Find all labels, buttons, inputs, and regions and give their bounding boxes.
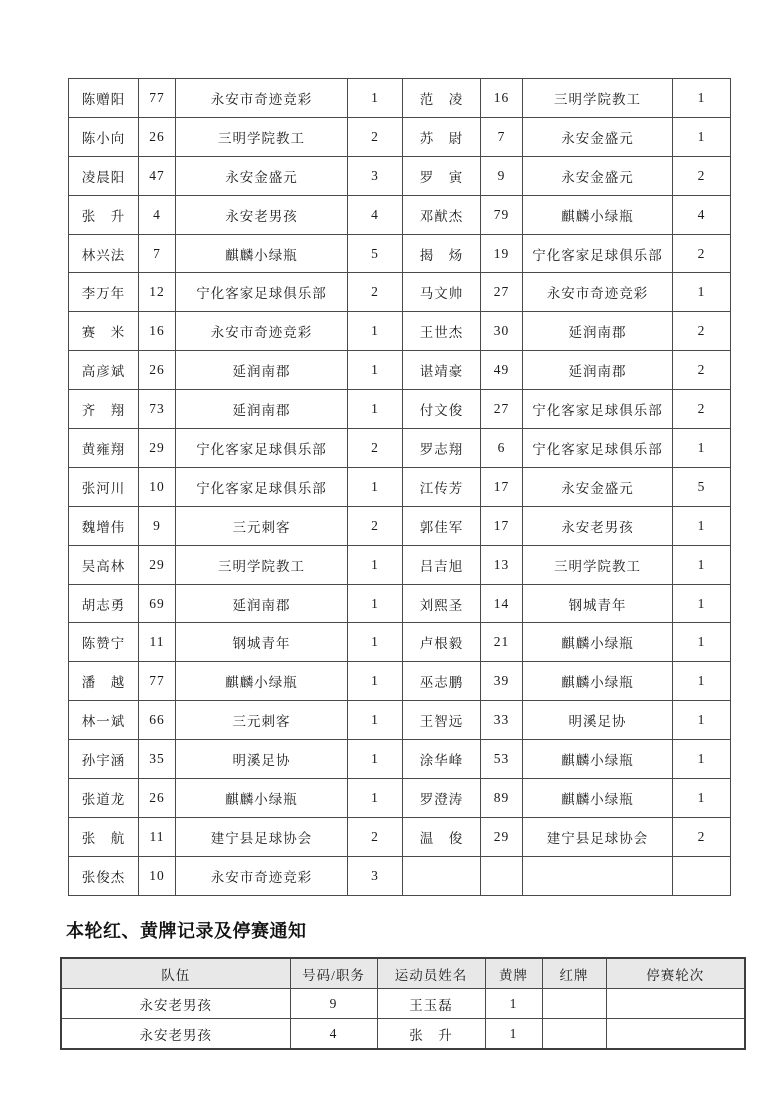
card-record-row [69,156,731,195]
column-header: 黄牌 [485,958,542,989]
player-number-cell: 13 [481,545,523,584]
card-record-row [69,584,731,623]
player-name-cell: 张 航 [69,817,139,856]
card-count-cell: 1 [673,779,731,818]
suspension-rounds-cell [606,989,745,1019]
card-record-row [69,117,731,156]
card-count-cell: 2 [673,234,731,273]
yellow-card-cell: 1 [485,1019,542,1050]
card-count-cell: 2 [348,117,403,156]
player-number-cell: 16 [139,312,176,351]
card-record-row [69,817,731,856]
card-record-row [69,662,731,701]
card-record-row [69,312,731,351]
player-number-cell: 29 [139,545,176,584]
player-name-cell: 李万年 [69,273,139,312]
team-name-cell: 宁化客家足球俱乐部 [523,390,673,429]
card-count-cell: 3 [348,856,403,895]
player-number-cell: 53 [481,740,523,779]
card-record-row [69,740,731,779]
player-number-cell: 9 [290,989,377,1019]
card-count-cell: 1 [348,312,403,351]
card-count-cell: 2 [348,506,403,545]
player-name-cell: 齐 翔 [69,390,139,429]
team-name-cell: 宁化客家足球俱乐部 [176,273,348,312]
team-name-cell: 麒麟小绿瓶 [176,234,348,273]
player-name-cell: 王智远 [403,701,481,740]
player-number-cell: 10 [139,467,176,506]
player-number-cell: 16 [481,79,523,118]
card-count-cell: 4 [348,195,403,234]
player-number-cell: 27 [481,390,523,429]
player-name-cell: 张俊杰 [69,856,139,895]
card-count-cell: 1 [348,662,403,701]
yellow-card-cell: 1 [485,989,542,1019]
card-count-cell: 2 [348,273,403,312]
card-record-row [69,506,731,545]
team-name-cell: 建宁县足球协会 [176,817,348,856]
player-name-cell: 胡志勇 [69,584,139,623]
player-name-cell: 罗 寅 [403,156,481,195]
player-name-cell: 林兴法 [69,234,139,273]
player-name-cell: 林一斌 [69,701,139,740]
card-record-row [69,429,731,468]
card-record-row [69,779,731,818]
player-number-cell: 27 [481,273,523,312]
card-count-cell: 2 [673,817,731,856]
red-card-cell [542,1019,606,1050]
card-count-cell [673,856,731,895]
player-name-cell: 付文俊 [403,390,481,429]
player-name-cell: 江传芳 [403,467,481,506]
card-count-cell: 1 [348,467,403,506]
yellow-card-record-table [68,78,731,896]
player-number-cell: 9 [481,156,523,195]
player-name-cell: 孙宇涵 [69,740,139,779]
team-name-cell: 三元刺客 [176,701,348,740]
card-record-row [69,856,731,895]
player-number-cell: 11 [139,623,176,662]
team-name-cell: 钢城青年 [523,584,673,623]
player-number-cell: 26 [139,351,176,390]
card-count-cell: 1 [348,390,403,429]
team-name-cell: 宁化客家足球俱乐部 [523,429,673,468]
player-number-cell: 79 [481,195,523,234]
column-header: 停赛轮次 [606,958,745,989]
player-number-cell: 4 [139,195,176,234]
player-name-cell: 陈小向 [69,117,139,156]
column-header: 运动员姓名 [377,958,485,989]
card-record-row [69,234,731,273]
team-name-cell: 永安金盛元 [523,467,673,506]
card-count-cell: 2 [673,312,731,351]
player-name-cell: 揭 炀 [403,234,481,273]
team-name-cell: 钢城青年 [176,623,348,662]
card-record-row [69,79,731,118]
player-name-cell: 黄雍翔 [69,429,139,468]
player-number-cell: 33 [481,701,523,740]
team-name-cell: 永安市奇迹竞彩 [176,79,348,118]
player-name-cell: 刘熙圣 [403,584,481,623]
player-number-cell: 7 [139,234,176,273]
team-name-cell: 麒麟小绿瓶 [523,195,673,234]
team-name-cell: 三明学院教工 [176,117,348,156]
column-header: 号码/职务 [290,958,377,989]
card-count-cell: 1 [673,273,731,312]
player-number-cell: 30 [481,312,523,351]
team-name-cell: 永安市奇迹竞彩 [176,312,348,351]
player-number-cell: 69 [139,584,176,623]
card-count-cell: 2 [673,351,731,390]
player-name-cell: 张河川 [69,467,139,506]
player-number-cell: 12 [139,273,176,312]
player-number-cell: 73 [139,390,176,429]
card-count-cell: 2 [348,429,403,468]
card-record-row [69,195,731,234]
player-number-cell: 17 [481,467,523,506]
player-name-cell: 张 升 [69,195,139,234]
team-name-cell: 麒麟小绿瓶 [523,662,673,701]
card-record-row [69,467,731,506]
player-number-cell: 77 [139,662,176,701]
card-count-cell: 4 [673,195,731,234]
player-number-cell: 6 [481,429,523,468]
player-number-cell [481,856,523,895]
player-name-cell: 潘 越 [69,662,139,701]
player-name-cell: 陈赞宁 [69,623,139,662]
player-number-cell: 47 [139,156,176,195]
team-name-cell: 延润南郡 [176,390,348,429]
player-number-cell: 14 [481,584,523,623]
card-count-cell: 1 [348,779,403,818]
card-record-row [69,351,731,390]
team-name-cell: 永安老男孩 [61,989,290,1019]
card-count-cell: 1 [348,79,403,118]
suspension-row [61,1019,745,1050]
card-count-cell: 1 [673,701,731,740]
suspension-row [61,989,745,1019]
team-name-cell: 麒麟小绿瓶 [176,779,348,818]
suspension-notice-table [60,957,746,1050]
player-name-cell: 郭佳军 [403,506,481,545]
player-number-cell: 49 [481,351,523,390]
team-name-cell: 宁化客家足球俱乐部 [176,467,348,506]
card-count-cell: 1 [673,740,731,779]
player-number-cell: 4 [290,1019,377,1050]
card-count-cell: 1 [673,623,731,662]
player-name-cell [403,856,481,895]
player-name-cell: 卢根毅 [403,623,481,662]
player-name-cell: 赛 米 [69,312,139,351]
player-number-cell: 11 [139,817,176,856]
player-name-cell: 张 升 [377,1019,485,1050]
player-number-cell: 89 [481,779,523,818]
card-count-cell: 1 [348,351,403,390]
card-count-cell: 1 [348,584,403,623]
player-name-cell: 谌靖豪 [403,351,481,390]
player-name-cell: 吴高林 [69,545,139,584]
team-name-cell: 麒麟小绿瓶 [523,623,673,662]
team-name-cell [523,856,673,895]
card-count-cell: 1 [348,701,403,740]
team-name-cell: 永安老男孩 [523,506,673,545]
player-name-cell: 巫志鹏 [403,662,481,701]
team-name-cell: 永安金盛元 [523,117,673,156]
player-number-cell: 21 [481,623,523,662]
team-name-cell: 麒麟小绿瓶 [176,662,348,701]
card-count-cell: 5 [348,234,403,273]
card-count-cell: 2 [348,817,403,856]
player-name-cell: 魏增伟 [69,506,139,545]
player-number-cell: 10 [139,856,176,895]
player-number-cell: 26 [139,117,176,156]
player-name-cell: 张道龙 [69,779,139,818]
card-count-cell: 1 [673,429,731,468]
team-name-cell: 永安金盛元 [176,156,348,195]
player-name-cell: 涂华峰 [403,740,481,779]
card-count-cell: 1 [673,506,731,545]
player-name-cell: 罗志翔 [403,429,481,468]
player-number-cell: 77 [139,79,176,118]
card-count-cell: 1 [673,79,731,118]
player-number-cell: 7 [481,117,523,156]
team-name-cell: 永安市奇迹竞彩 [523,273,673,312]
team-name-cell: 三明学院教工 [523,79,673,118]
team-name-cell: 宁化客家足球俱乐部 [176,429,348,468]
card-record-row [69,701,731,740]
player-number-cell: 19 [481,234,523,273]
player-name-cell: 邓猷杰 [403,195,481,234]
team-name-cell: 明溪足协 [523,701,673,740]
card-record-row [69,623,731,662]
player-number-cell: 9 [139,506,176,545]
red-card-cell [542,989,606,1019]
team-name-cell: 永安市奇迹竞彩 [176,856,348,895]
card-count-cell: 2 [673,390,731,429]
card-record-row [69,273,731,312]
player-name-cell: 王世杰 [403,312,481,351]
team-name-cell: 延润南郡 [176,351,348,390]
player-name-cell: 吕吉旭 [403,545,481,584]
team-name-cell: 三元刺客 [176,506,348,545]
player-name-cell: 苏 尉 [403,117,481,156]
team-name-cell: 永安老男孩 [61,1019,290,1050]
player-name-cell: 罗澄涛 [403,779,481,818]
card-count-cell: 1 [673,584,731,623]
player-name-cell: 陈赠阳 [69,79,139,118]
team-name-cell: 永安金盛元 [523,156,673,195]
player-number-cell: 29 [481,817,523,856]
team-name-cell: 延润南郡 [176,584,348,623]
card-count-cell: 1 [348,623,403,662]
card-count-cell: 3 [348,156,403,195]
suspension-rounds-cell [606,1019,745,1050]
team-name-cell: 麒麟小绿瓶 [523,740,673,779]
team-name-cell: 三明学院教工 [176,545,348,584]
team-name-cell: 延润南郡 [523,312,673,351]
card-count-cell: 1 [673,662,731,701]
player-number-cell: 29 [139,429,176,468]
card-record-row [69,545,731,584]
card-count-cell: 5 [673,467,731,506]
table-header-row [61,958,745,989]
player-name-cell: 马文帅 [403,273,481,312]
column-header: 队伍 [61,958,290,989]
team-name-cell: 三明学院教工 [523,545,673,584]
player-name-cell: 王玉磊 [377,989,485,1019]
player-number-cell: 17 [481,506,523,545]
card-count-cell: 1 [348,545,403,584]
player-number-cell: 39 [481,662,523,701]
team-name-cell: 明溪足协 [176,740,348,779]
player-name-cell: 高彦斌 [69,351,139,390]
team-name-cell: 延润南郡 [523,351,673,390]
card-record-row [69,390,731,429]
card-count-cell: 1 [673,545,731,584]
card-count-cell: 1 [673,117,731,156]
team-name-cell: 麒麟小绿瓶 [523,779,673,818]
team-name-cell: 宁化客家足球俱乐部 [523,234,673,273]
card-count-cell: 2 [673,156,731,195]
player-name-cell: 温 俊 [403,817,481,856]
team-name-cell: 建宁县足球协会 [523,817,673,856]
player-number-cell: 66 [139,701,176,740]
player-name-cell: 凌晨阳 [69,156,139,195]
card-count-cell: 1 [348,740,403,779]
section-heading: 本轮红、黄牌记录及停赛通知 [66,921,307,941]
player-number-cell: 35 [139,740,176,779]
player-number-cell: 26 [139,779,176,818]
column-header: 红牌 [542,958,606,989]
player-name-cell: 范 凌 [403,79,481,118]
team-name-cell: 永安老男孩 [176,195,348,234]
